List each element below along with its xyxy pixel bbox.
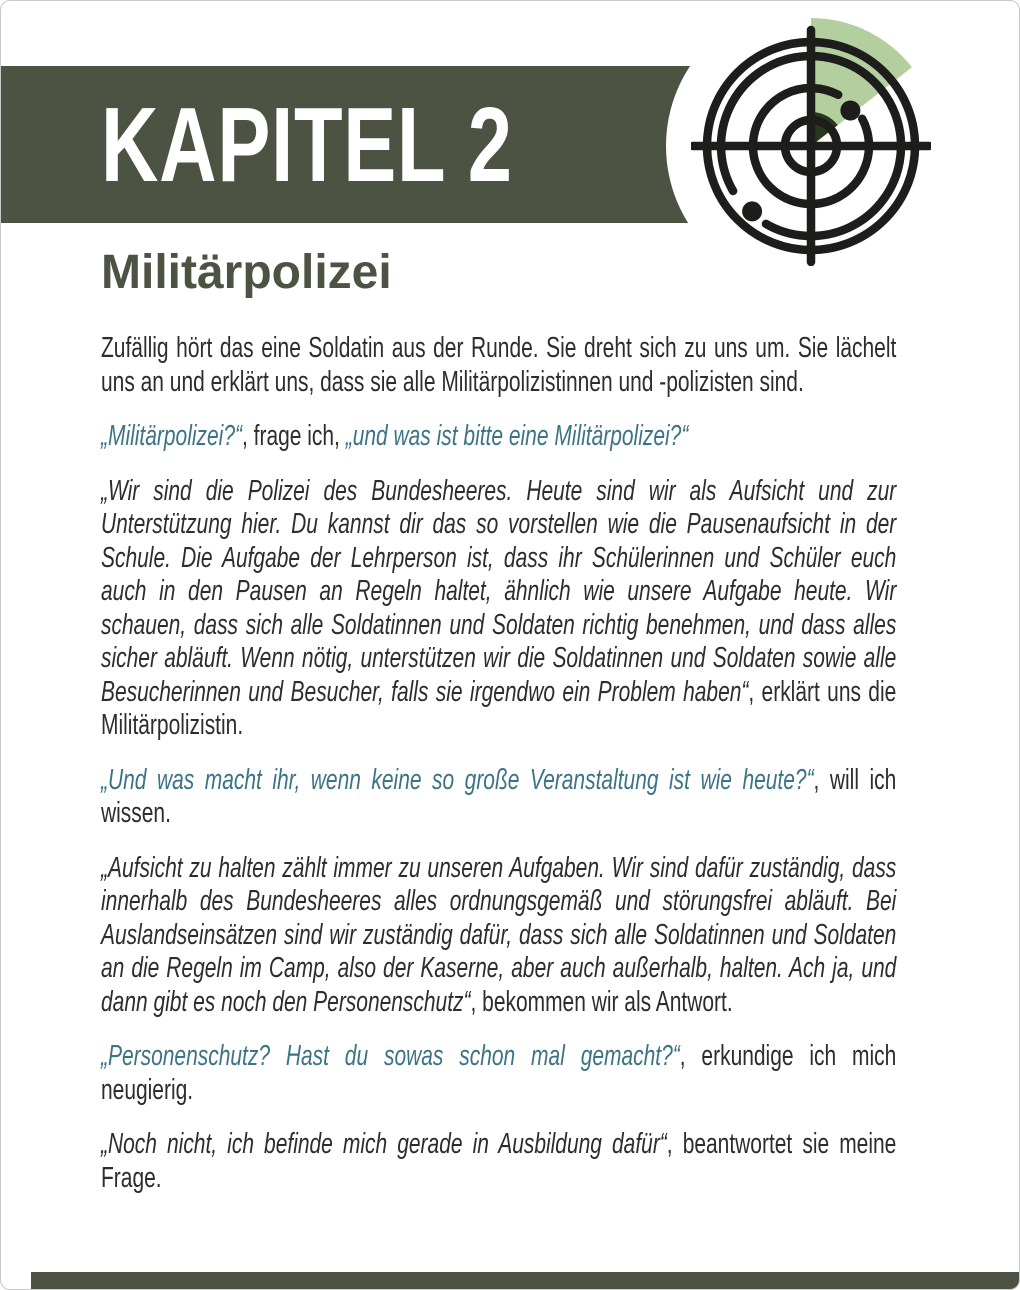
quote-text: „Personenschutz? Hast du sowas schon mal gemacht?“ (101, 1040, 680, 1072)
narration-text: , frage ich, (241, 420, 346, 452)
quote-text: „Militärpolizei?“ (101, 420, 242, 452)
radar-blip-upper (840, 101, 860, 121)
paragraph-answer-2 (101, 852, 896, 1020)
paragraph-answer-3 (101, 1128, 896, 1195)
quote-text: „Und was macht ihr, wenn keine so große Veranstaltung ist wie heute?“ (101, 763, 814, 796)
quote-text: „und was ist bitte eine Militärpolizei?“ (345, 420, 689, 452)
body-text (101, 332, 896, 1216)
next-chapter-band (31, 1272, 1019, 1289)
paragraph-question-3 (101, 1040, 896, 1107)
chapter-banner (1, 66, 721, 223)
paragraph-answer-1 (101, 475, 896, 743)
narration-text: , erklärt uns die Militärpolizistin. (101, 675, 897, 741)
paragraph-text: Zufällig hört das eine Soldatin aus der Runde. Sie dreht sich zu uns um. Sie lächelt uns an und erklärt uns, dass sie alle Militärpolizistinnen und -polizisten sind. (101, 332, 897, 398)
narration-text: , erkundige ich mich neugierig. (101, 1040, 897, 1106)
chapter-title: KAPITEL 2 (101, 85, 513, 204)
narration-text: , bekommen wir als Antwort. (470, 985, 733, 1018)
narration-text: , beantwortet sie meine Frage. (101, 1128, 897, 1194)
quote-text: „Noch nicht, ich befinde mich gerade in Ausbildung dafür“ (101, 1128, 667, 1160)
paragraph-intro (101, 332, 896, 399)
quote-text: „Aufsicht zu halten zählt immer zu unseren Aufgaben. Wir sind dafür zuständig, dass innerhalb des Bundesheeres alles ordnungsgemäß und störungsfrei abläuft. Bei Auslandseinsätzen sind wir zuständig dafür, dass sich alle Soldatinnen und Soldaten an die Regeln im Camp, also der Kaserne, aber auch außerhalb, halten. Ach ja, und dann gibt es noch den Personenschutz“ (101, 851, 897, 1018)
paragraph-question-1 (101, 420, 896, 454)
quote-text: „Wir sind die Polizei des Bundesheeres. Heute sind wir als Aufsicht und zur Unterstützung hier. Du kannst dir das so vorstellen wie die Pausenaufsicht in der Schule. Die Aufgabe der Lehrperson ist, dass ihr Schülerinnen und Schüler euch auch in den Pausen an Regeln haltet, ähnlich wie unsere Aufgabe heute. Wir schauen, dass sich alle Soldatinnen und Soldaten richtig benehmen, und dass alles sicher abläuft. Wenn nötig, unterstützen wir die Soldatinnen und Soldaten sowie alle Besucherinnen und Besucher, falls sie irgendwo ein Problem haben“ (101, 474, 897, 708)
section-heading: Militärpolizei (101, 246, 392, 299)
narration-text: , will ich wissen. (101, 763, 897, 829)
radar-blip-lower (742, 201, 762, 221)
radar-icon (691, 14, 931, 266)
paragraph-question-2 (101, 764, 896, 831)
